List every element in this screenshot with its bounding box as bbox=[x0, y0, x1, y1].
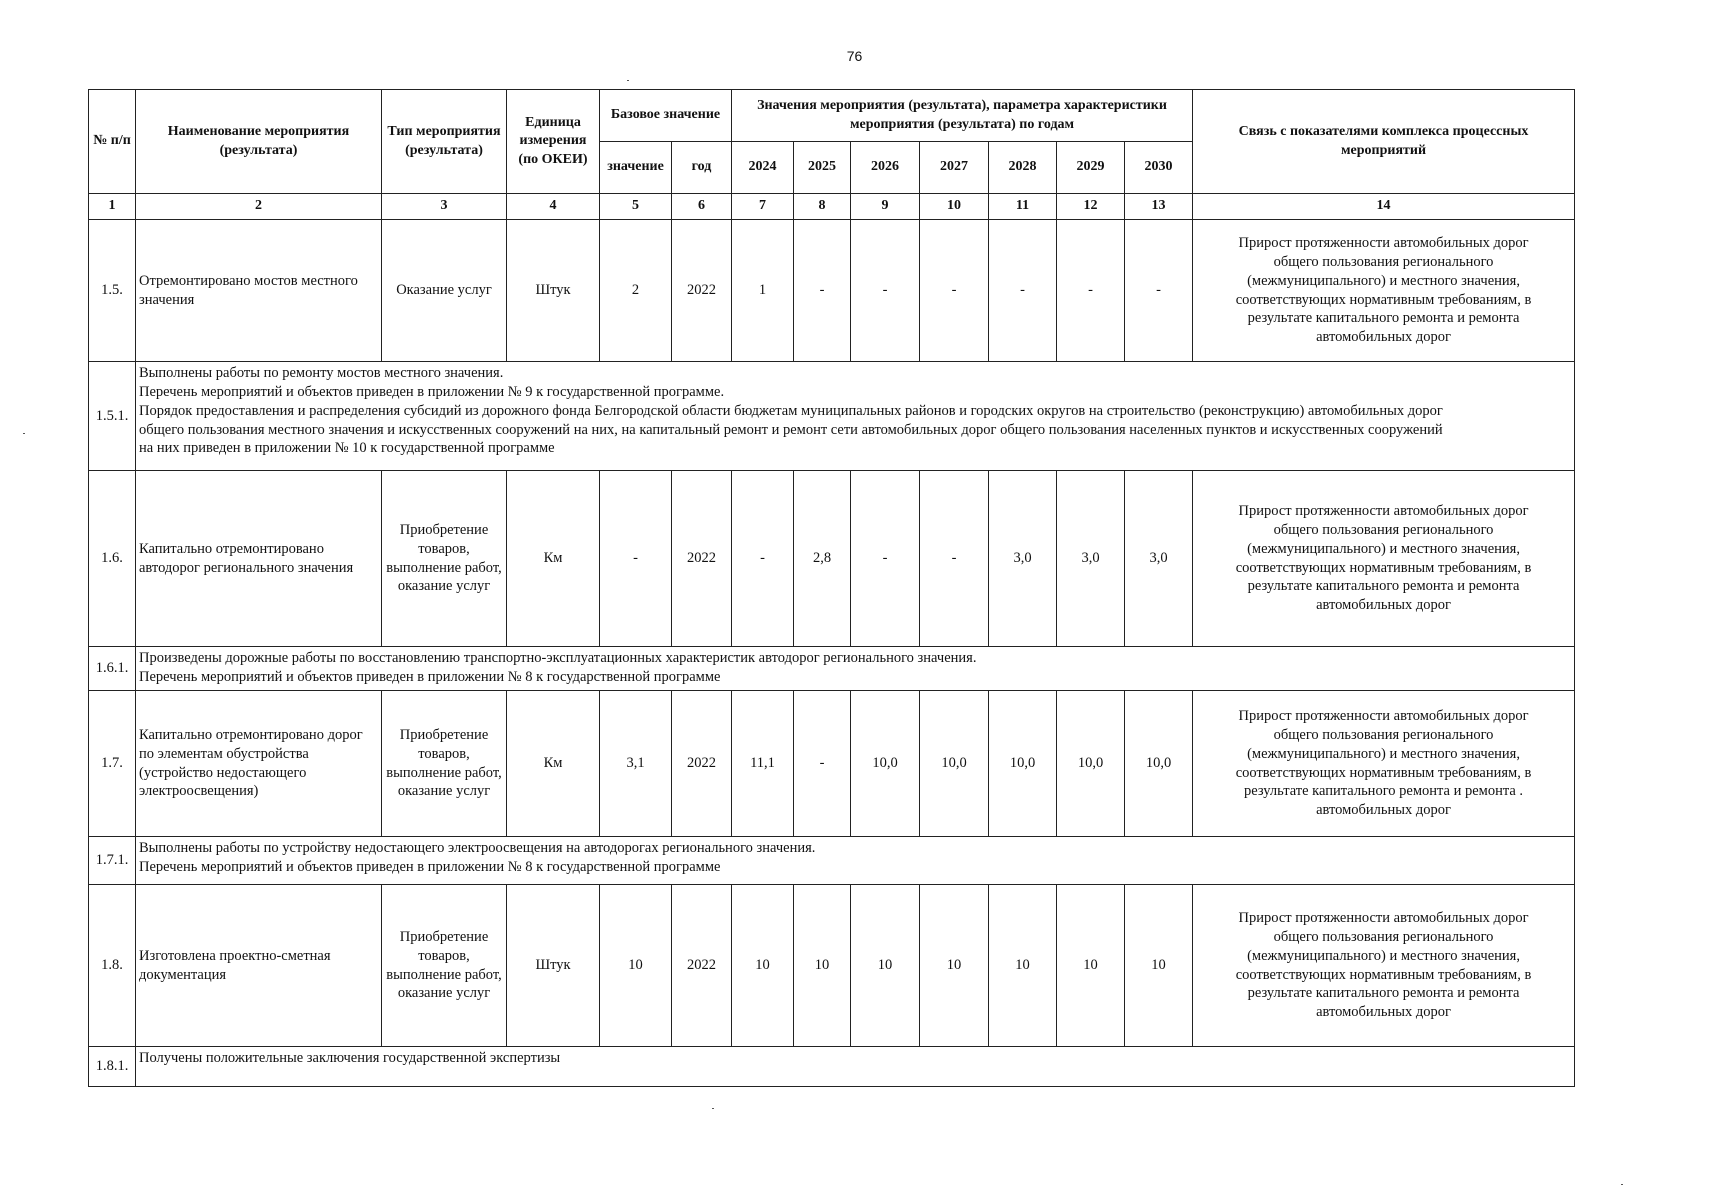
row-year-value: - bbox=[851, 471, 920, 647]
header-year: 2025 bbox=[794, 142, 851, 194]
table-subrow bbox=[89, 362, 1575, 471]
header-base-value: значение bbox=[600, 142, 672, 194]
row-year-value: 10,0 bbox=[1057, 691, 1125, 837]
row-link: Прирост протяженности автомобильных дорог общего пользования регионального (межмуниципального) и местного значения, соответствующих нормативным требованиям, в результате капитального ремонта и ремонта автомобильных дорог bbox=[1193, 220, 1575, 362]
row-name: Отремонтировано мостов местного значения bbox=[136, 220, 382, 362]
column-number: 12 bbox=[1057, 194, 1125, 220]
row-num: 1.8. bbox=[89, 885, 136, 1047]
row-base-year: 2022 bbox=[672, 691, 732, 837]
header-base-year: год bbox=[672, 142, 732, 194]
header-type: Тип мероприятия (результата) bbox=[382, 90, 507, 194]
row-type: Приобретение товаров, выполнение работ, оказание услуг bbox=[382, 471, 507, 647]
row-year-value: 10 bbox=[732, 885, 794, 1047]
subrow-num: 1.7.1. bbox=[89, 837, 136, 885]
row-year-value: 10 bbox=[989, 885, 1057, 1047]
column-number: 13 bbox=[1125, 194, 1193, 220]
row-year-value: 10,0 bbox=[989, 691, 1057, 837]
column-number: 1 bbox=[89, 194, 136, 220]
row-year-value: 3,0 bbox=[1057, 471, 1125, 647]
row-base-value: 3,1 bbox=[600, 691, 672, 837]
subrow-text: Произведены дорожные работы по восстановлению транспортно-эксплуатационных характеристик автодорог регионального значения. Перечень мероприятий и объектов приведен в приложении № 8 к государственной программе bbox=[136, 647, 1575, 691]
column-number: 5 bbox=[600, 194, 672, 220]
header-year: 2029 bbox=[1057, 142, 1125, 194]
header-values: Значения мероприятия (результата), параметра характеристики мероприятия (результата) по годам bbox=[732, 90, 1193, 142]
row-year-value: 10 bbox=[794, 885, 851, 1047]
header-year: 2030 bbox=[1125, 142, 1193, 194]
column-number: 2 bbox=[136, 194, 382, 220]
row-year-value: - bbox=[794, 691, 851, 837]
row-link: Прирост протяженности автомобильных дорог общего пользования регионального (межмуниципального) и местного значения, соответствующих нормативным требованиям, в результате капитального ремонта и ремонта . автомобильных дорог bbox=[1193, 691, 1575, 837]
table-body bbox=[89, 220, 1575, 1087]
row-base-year: 2022 bbox=[672, 471, 732, 647]
header-year: 2024 bbox=[732, 142, 794, 194]
header-year: 2027 bbox=[920, 142, 989, 194]
row-year-value: - bbox=[732, 471, 794, 647]
table-row bbox=[89, 691, 1575, 837]
row-unit: Км bbox=[507, 691, 600, 837]
row-year-value: 10 bbox=[920, 885, 989, 1047]
row-name: Капитально отремонтировано автодорог регионального значения bbox=[136, 471, 382, 647]
column-number: 14 bbox=[1193, 194, 1575, 220]
row-year-value: 3,0 bbox=[989, 471, 1057, 647]
row-year-value: - bbox=[794, 220, 851, 362]
column-number: 4 bbox=[507, 194, 600, 220]
table-subrow bbox=[89, 647, 1575, 691]
column-number: 9 bbox=[851, 194, 920, 220]
row-year-value: 10,0 bbox=[920, 691, 989, 837]
column-number: 8 bbox=[794, 194, 851, 220]
row-year-value: 10,0 bbox=[1125, 691, 1193, 837]
subrow-num: 1.6.1. bbox=[89, 647, 136, 691]
scan-speck bbox=[23, 433, 25, 434]
column-number: 11 bbox=[989, 194, 1057, 220]
table-row bbox=[89, 220, 1575, 362]
header-year: 2026 bbox=[851, 142, 920, 194]
table-row bbox=[89, 885, 1575, 1047]
column-number: 10 bbox=[920, 194, 989, 220]
row-year-value: 10 bbox=[1125, 885, 1193, 1047]
row-num: 1.5. bbox=[89, 220, 136, 362]
row-type: Приобретение товаров, выполнение работ, оказание услуг bbox=[382, 691, 507, 837]
table-row bbox=[89, 471, 1575, 647]
row-base-year: 2022 bbox=[672, 885, 732, 1047]
table-subrow bbox=[89, 837, 1575, 885]
row-year-value: 1 bbox=[732, 220, 794, 362]
row-base-value: 2 bbox=[600, 220, 672, 362]
page-number: 76 bbox=[846, 48, 863, 64]
row-type: Оказание услуг bbox=[382, 220, 507, 362]
header-unit: Единица измерения (по ОКЕИ) bbox=[507, 90, 600, 194]
row-base-value: 10 bbox=[600, 885, 672, 1047]
scan-speck bbox=[1621, 1184, 1623, 1185]
subrow-num: 1.5.1. bbox=[89, 362, 136, 471]
table-subrow bbox=[89, 1047, 1575, 1087]
header-base: Базовое значение bbox=[600, 90, 732, 142]
row-year-value: 11,1 bbox=[732, 691, 794, 837]
subrow-text: Получены положительные заключения государственной экспертизы bbox=[136, 1047, 1575, 1087]
scan-speck bbox=[627, 80, 629, 81]
column-number: 3 bbox=[382, 194, 507, 220]
row-year-value: 3,0 bbox=[1125, 471, 1193, 647]
row-type: Приобретение товаров, выполнение работ, оказание услуг bbox=[382, 885, 507, 1047]
scan-speck bbox=[712, 1108, 714, 1109]
header-num: № п/п bbox=[89, 90, 136, 194]
row-base-year: 2022 bbox=[672, 220, 732, 362]
row-unit: Штук bbox=[507, 885, 600, 1047]
header-link: Связь с показателями комплекса процессных мероприятий bbox=[1193, 90, 1575, 194]
row-year-value: 10 bbox=[1057, 885, 1125, 1047]
column-number: 7 bbox=[732, 194, 794, 220]
program-table bbox=[88, 89, 1575, 1087]
row-unit: Штук bbox=[507, 220, 600, 362]
subrow-text: Выполнены работы по устройству недостающего электроосвещения на автодорогах регионального значения. Перечень мероприятий и объектов приведен в приложении № 8 к государственной программе bbox=[136, 837, 1575, 885]
subrow-num: 1.8.1. bbox=[89, 1047, 136, 1087]
row-num: 1.6. bbox=[89, 471, 136, 647]
row-year-value: - bbox=[851, 220, 920, 362]
row-year-value: 10,0 bbox=[851, 691, 920, 837]
row-name: Изготовлена проектно-сметная документация bbox=[136, 885, 382, 1047]
header-year: 2028 bbox=[989, 142, 1057, 194]
row-base-value: - bbox=[600, 471, 672, 647]
row-year-value: - bbox=[920, 220, 989, 362]
header-name: Наименование мероприятия (результата) bbox=[136, 90, 382, 194]
row-year-value: 10 bbox=[851, 885, 920, 1047]
row-link: Прирост протяженности автомобильных дорог общего пользования регионального (межмуниципального) и местного значения, соответствующих нормативным требованиям, в результате капитального ремонта и ремонта автомобильных дорог bbox=[1193, 885, 1575, 1047]
row-year-value: - bbox=[920, 471, 989, 647]
row-link: Прирост протяженности автомобильных дорог общего пользования регионального (межмуниципального) и местного значения, соответствующих нормативным требованиям, в результате капитального ремонта и ремонта автомобильных дорог bbox=[1193, 471, 1575, 647]
row-year-value: - bbox=[989, 220, 1057, 362]
row-unit: Км bbox=[507, 471, 600, 647]
row-year-value: 2,8 bbox=[794, 471, 851, 647]
column-numbers-row bbox=[89, 194, 1575, 220]
subrow-text: Выполнены работы по ремонту мостов местного значения. Перечень мероприятий и объектов приведен в приложении № 9 к государственной программе. Порядок предоставления и распределения субсидий из дорожного фонда Белгородской области бюджетам муниципальных районов и городских округов на строительство (реконструкцию) автомобильных дорог общего пользования местного значения и искусственных сооружений на них, на капитальный ремонт и ремонт сети автомобильных дорог общего пользования населенных пунктов и искусственных сооружений на них приведен в приложении № 10 к государственной программе bbox=[136, 362, 1575, 471]
column-number: 6 bbox=[672, 194, 732, 220]
row-year-value: - bbox=[1057, 220, 1125, 362]
header-row-1 bbox=[89, 90, 1575, 142]
row-num: 1.7. bbox=[89, 691, 136, 837]
row-year-value: - bbox=[1125, 220, 1193, 362]
row-name: Капитально отремонтировано дорог по элементам обустройства (устройство недостающего электроосвещения) bbox=[136, 691, 382, 837]
